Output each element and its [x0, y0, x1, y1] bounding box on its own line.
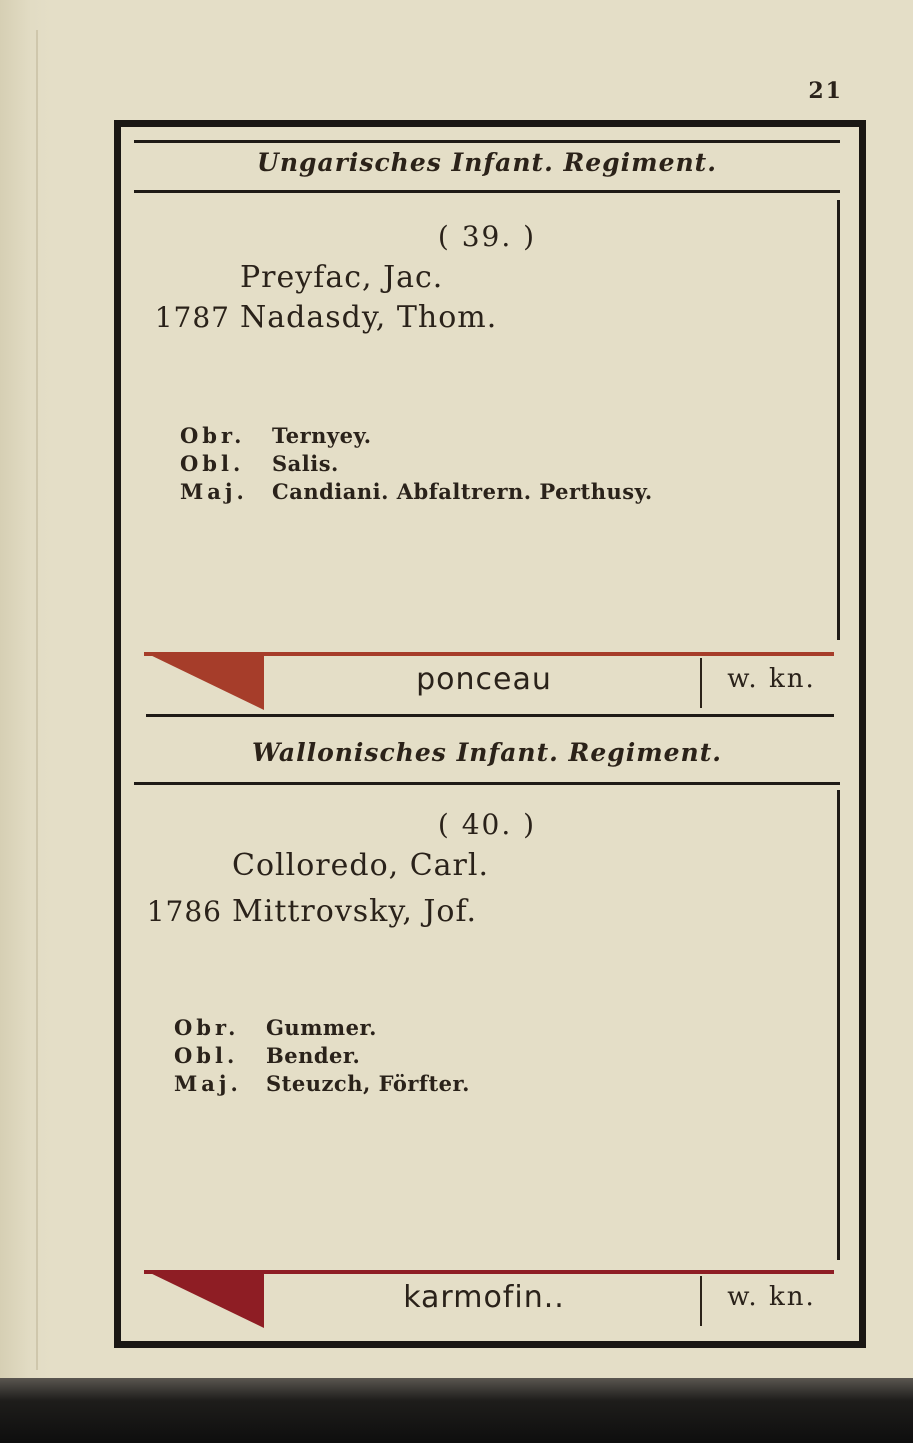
- staff-row: [180, 422, 653, 450]
- commander-name: Mittrovsky, Jof.: [232, 894, 478, 929]
- staff-names: Ternyey.: [272, 423, 372, 448]
- regiment-heading: Ungarisches Infant. Regiment.: [257, 148, 717, 177]
- proprietor-line: [126, 848, 489, 883]
- heading-rule-bottom: [134, 190, 840, 193]
- commander-year: 1786: [146, 895, 222, 928]
- proprietor-line: [134, 260, 443, 295]
- regiment-heading: Wallonisches Infant. Regiment.: [251, 738, 722, 767]
- staff-names: Salis.: [272, 451, 339, 476]
- staff-rank: Maj.: [174, 1071, 242, 1096]
- staff-rank: Obl.: [174, 1043, 239, 1068]
- page-edge-shadow: [0, 1378, 913, 1443]
- facing-color-name: ponceau: [416, 662, 552, 697]
- column-divider: [700, 658, 702, 708]
- commander-name: Nadasdy, Thom.: [240, 300, 498, 335]
- staff-rank: Obr.: [174, 1015, 240, 1040]
- regiment-entry-39: [134, 132, 840, 702]
- staff-row: [174, 1014, 470, 1042]
- facing-color-bar: [134, 652, 840, 714]
- facing-color-bar: [134, 1270, 840, 1332]
- staff-names: Bender.: [266, 1043, 361, 1068]
- proprietor-name: Preyfac, Jac.: [240, 260, 444, 295]
- column-divider: [700, 1276, 702, 1326]
- page-number: 21: [808, 78, 843, 104]
- facing-color-name: karmofin..: [403, 1280, 565, 1315]
- section-divider: [146, 714, 834, 717]
- staff-row: [180, 478, 653, 506]
- commander-year: 1787: [154, 301, 230, 334]
- facing-color-swatch: [144, 652, 264, 710]
- staff-row: [174, 1070, 470, 1098]
- staff-list: [174, 1014, 470, 1098]
- swatch-triangle: [144, 1270, 264, 1328]
- facing-color-swatch: [144, 1270, 264, 1328]
- heading-rule-bottom: [134, 782, 840, 785]
- regiment-number: ( 40. ): [437, 808, 537, 841]
- button-color: w. kn.: [727, 1282, 816, 1312]
- swatch-triangle: [144, 652, 264, 710]
- commander-line: [134, 300, 497, 335]
- staff-list: [180, 422, 653, 506]
- staff-rank: Maj.: [180, 479, 248, 504]
- staff-rank: Obl.: [180, 451, 245, 476]
- regiment-entry-40: [134, 722, 840, 1334]
- binding-line: [36, 30, 38, 1370]
- staff-row: [174, 1042, 470, 1070]
- staff-names: Steuzch, Förfter.: [266, 1071, 470, 1096]
- button-color: w. kn.: [727, 664, 816, 694]
- column-rule: [837, 200, 840, 640]
- staff-row: [180, 450, 653, 478]
- proprietor-name: Colloredo, Carl.: [232, 848, 490, 883]
- staff-rank: Obr.: [180, 423, 246, 448]
- staff-names: Candiani. Abfaltrern. Perthusy.: [272, 479, 653, 504]
- column-rule: [837, 790, 840, 1260]
- heading-rule-top: [134, 140, 840, 143]
- commander-line: [126, 894, 477, 929]
- page-gutter: [0, 0, 52, 1443]
- regiment-number: ( 39. ): [437, 220, 537, 253]
- staff-names: Gummer.: [266, 1015, 377, 1040]
